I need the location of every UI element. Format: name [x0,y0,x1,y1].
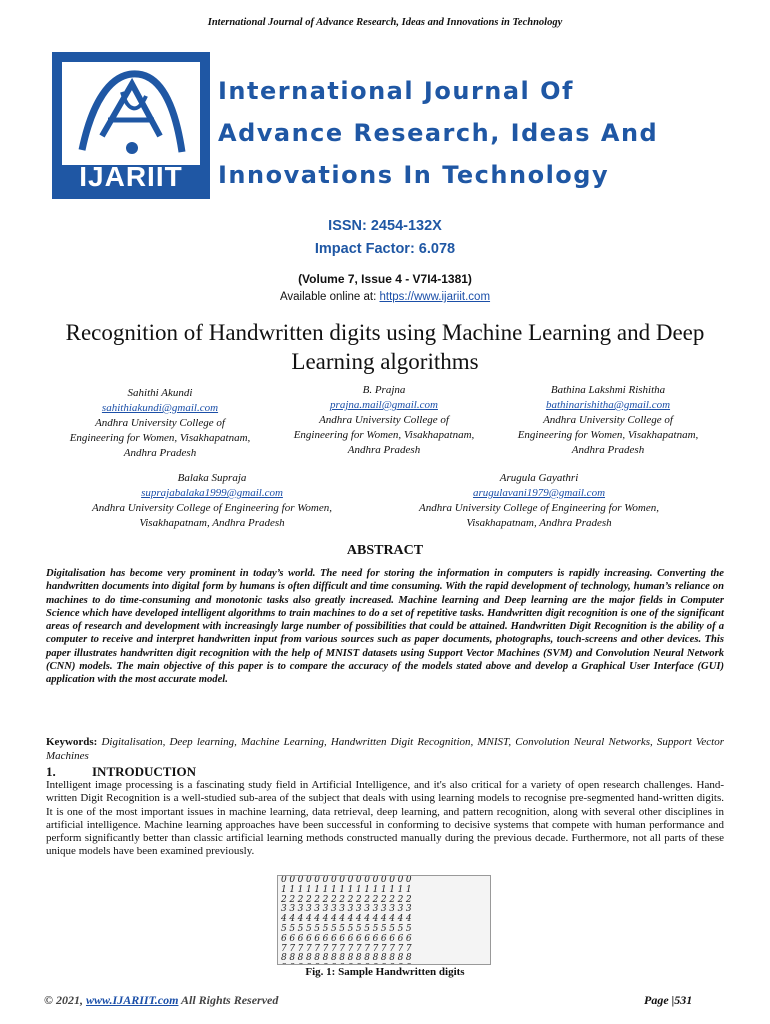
author-affiliation: Andhra University College of Engineering for Women, [91,502,333,514]
author-affiliation: Andhra Pradesh [123,447,197,459]
journal-name-line: Innovations In Technology [218,161,610,189]
author-affiliation: Engineering for Women, Visakhapatnam, [69,432,251,444]
digit-row: 2222222222222222 [281,894,415,905]
digit-row: 7777777777777777 [281,943,415,954]
author-affiliation: Andhra Pradesh [571,444,645,456]
keywords [46,736,724,763]
digit-row: 3333333333333333 [281,904,415,915]
author-name: Bathina Lakshmi Rishitha [550,384,666,396]
rights-text: All Rights Reserved [178,993,279,1007]
page-number: Page |531 [644,993,693,1007]
author-email-link[interactable]: sahithiakundi@gmail.com [101,402,219,414]
author-name: Sahithi Akundi [127,387,193,399]
abstract-heading: ABSTRACT [346,543,424,558]
author-affiliation: Andhra University College of Engineering for Women, [418,502,660,514]
author-name: Arugula Gayathri [499,472,579,484]
digit-row: 4444444444444444 [281,914,415,925]
author-block [384,471,694,531]
paper-title: Recognition of Handwritten digits using Machine Learning and Deep Learning algorithms [65,320,705,374]
author-name: B. Prajna [362,384,406,396]
author-affiliation: Andhra University College of [95,417,225,429]
availability [0,291,770,303]
footer-copyright [44,993,278,1008]
author-email-link[interactable]: suprajabalaka1999@gmail.com [141,487,283,499]
abstract-text: Digitalisation has become very prominent in today’s world. The need for storing the information in computers is rapidly increasing. Converting the handwritten documents into digital form by humans is often difficult and time consuming. With the rapid development of technology, human’s reliance on machines to do time-consuming and monotonic tasks also greatly increased. Machine learning and Deep learning are the major fields in Computer Science which have developed intelligent algorithms to train machines to do a set of repetitive tasks. Handwritten digit recognition is one of the significant areas of research and development with increasingly large number of possibilities that could be attained. Handwritten Digit Recognition is the ability of a computer to receive and interpret handwritten input from various sources such as paper documents, photographs, touch-screens and other devices. This paper illustrates handwritten digit recognition with the help of MNIST datasets using Support Vector Machines (SVM) and Convolution Neural Network (CNN) models. The main objective of this paper is to compare the accuracy of the models stated above and develop a Graphical User Interface (GUI) application with the most accurate model. [46,568,724,686]
author-affiliation: Engineering for Women, Visakhapatnam, [517,429,699,441]
introduction-text: Intelligent image processing is a fascinating study field in Artificial Intelligence, and it's also critical for a variety of open research challenges. Hand-written Digit Recognition is a well-studied sub-area of the subject that deals with using learning models to recognise pre-segmented hand-written digits. It is one of the most important issues in machine learning, data retrieval, deep learning, and pattern recognition, along with several other disciplines in artificial intelligence. Machine learning approaches have been successful in conforming to decisive systems that compete with human performance and perform significantly better than classic artificial learning methods constructed manually during the previous decade. Furthermore, not all parts of these unique models have been examined previously. [46,779,724,858]
author-block [56,471,368,531]
author-block [46,386,274,461]
logo-emblem [62,62,200,165]
digit-row: 6666666666666666 [281,933,415,944]
author-affiliation: Visakhapatnam, Andhra Pradesh [139,517,285,529]
impact-factor: Impact Factor: 6.078 [314,241,456,257]
author-affiliation: Andhra University College of [543,414,673,426]
keywords-list: Digitalisation, Deep learning, Machine Learning, Handwritten Digit Recognition, MNIST, Convolution Neural Networks, Support Vector Machines [46,736,724,762]
section-number: 1. [46,764,56,779]
keywords-label: Keywords: [46,736,98,748]
author-name: Balaka Supraja [177,472,247,484]
author-email-link[interactable]: prajna.mail@gmail.com [330,399,438,411]
volume-info: (Volume 7, Issue 4 - V7I4-1381) [298,272,472,286]
logo-text: IJARIIT [79,161,183,192]
author-affiliation: Visakhapatnam, Andhra Pradesh [466,517,612,529]
journal-website-link[interactable]: https://www.ijariit.com [379,291,491,303]
section-heading [46,764,196,780]
journal-name-line: International Journal Of [218,77,574,105]
digit-row [278,964,490,965]
digit-row: 1111111111111111 [281,884,415,895]
footer-site-link[interactable]: www.IJARIIT.com [85,993,179,1007]
author-email-link[interactable]: arugulavani1979@gmail.com [472,487,606,499]
figure-caption: Fig. 1: Sample Handwritten digits [305,966,465,978]
author-affiliation: Andhra University College of [319,414,449,426]
available-prefix: Available online at: [279,291,380,303]
author-block [494,383,722,458]
section-title: INTRODUCTION [92,764,197,779]
journal-name [218,70,748,196]
copyright-text: © 2021, [44,993,86,1007]
issn: ISSN: 2454-132X [328,218,442,234]
digit-row: 0000000000000000 [281,875,415,885]
figure-handwritten-digits [277,875,491,965]
journal-logo [52,52,210,199]
author-affiliation: Engineering for Women, Visakhapatnam, [293,429,475,441]
author-block [272,383,496,458]
author-affiliation: Andhra Pradesh [347,444,421,456]
digit-row: 5555555555555555 [281,923,415,934]
digit-row: 8888888888888888 [281,953,415,964]
running-head: International Journal of Advance Research, Ideas and Innovations in Technology [207,17,563,28]
journal-name-line: Advance Research, Ideas And [218,119,659,147]
author-email-link[interactable]: bathinarishitha@gmail.com [545,399,671,411]
